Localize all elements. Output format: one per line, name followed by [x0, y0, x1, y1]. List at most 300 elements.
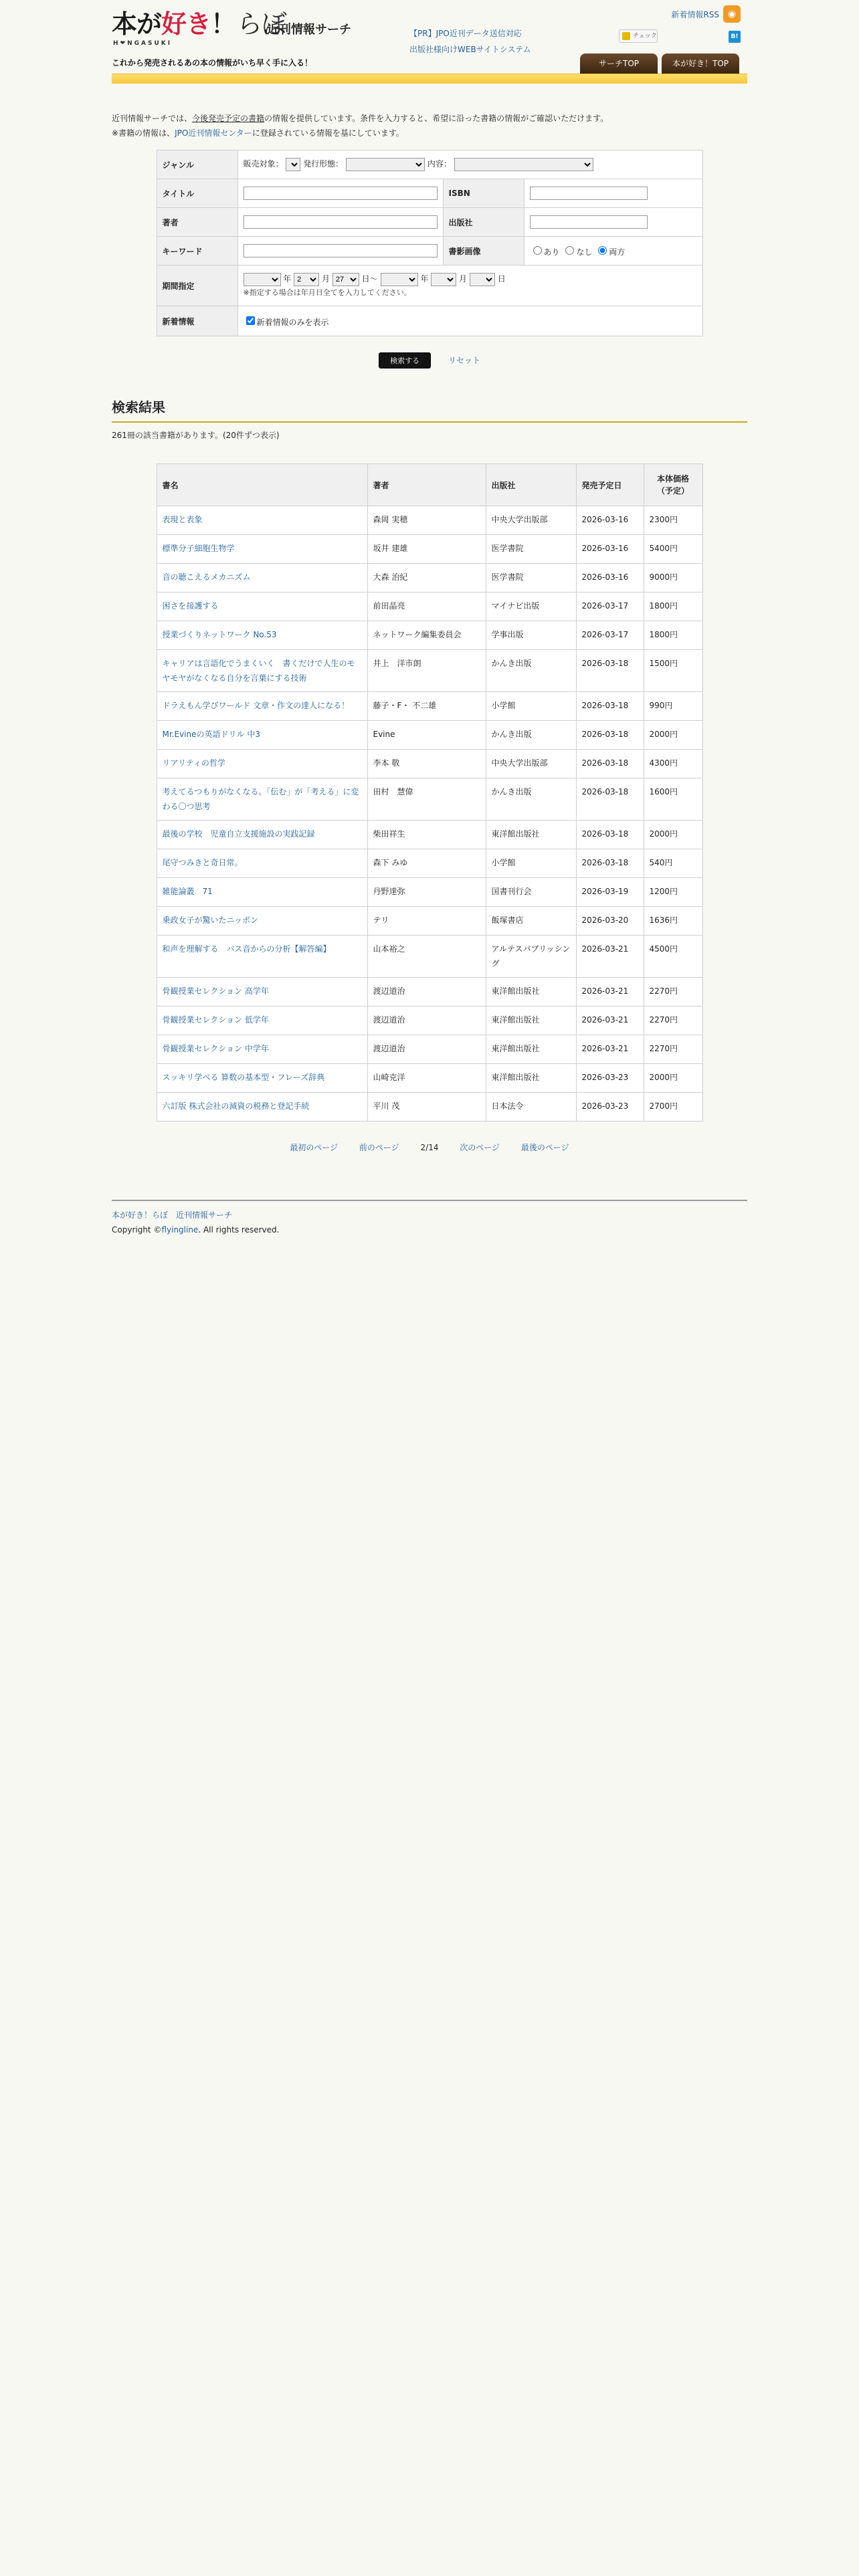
genre-cell [237, 150, 702, 179]
book-title-cell [157, 506, 367, 535]
publisher-label: 出版社 [443, 208, 524, 237]
book-publisher: 医学書院 [491, 572, 524, 582]
book-publisher: かんき出版 [491, 730, 532, 739]
book-author: 柴田祥生 [373, 829, 405, 839]
col-title: 書名 [157, 464, 367, 506]
book-title-cell [157, 535, 367, 564]
book-title-cell [157, 564, 367, 593]
book-price-cell [644, 535, 702, 564]
book-release-date-cell [576, 1064, 644, 1093]
book-publisher-cell [486, 621, 576, 650]
book-release-date-cell [576, 1006, 644, 1035]
book-publisher: 学事出版 [491, 630, 524, 639]
book-release-date-cell [576, 907, 644, 936]
book-title-cell [157, 593, 367, 621]
table-row [157, 593, 702, 621]
book-price-cell [644, 621, 702, 650]
hatebu-check-button[interactable] [619, 29, 658, 43]
table-row [157, 564, 702, 593]
book-author: 前田晶亮 [373, 601, 405, 611]
book-price: 4500円 [649, 944, 678, 954]
book-author-cell [367, 721, 486, 750]
image-radio-both[interactable] [598, 246, 607, 255]
hakko-label: 発行形態： [303, 159, 344, 169]
table-row [157, 978, 702, 1006]
book-release-date: 2026-03-21 [581, 1044, 629, 1053]
book-author-cell [367, 650, 486, 692]
genre-label: ジャンル [157, 150, 237, 179]
book-release-date: 2026-03-16 [581, 572, 629, 582]
book-price-cell [644, 1064, 702, 1093]
period-cell [237, 265, 702, 306]
book-release-date: 2026-03-21 [581, 1015, 629, 1025]
book-publisher: 日本法令 [491, 1101, 524, 1111]
book-author: 森下 みゆ [373, 858, 408, 867]
book-price: 2700円 [649, 1101, 678, 1111]
book-publisher: アルテスパブリッシング [491, 944, 571, 968]
pr-links [409, 25, 531, 58]
jpo-center-link[interactable]: JPO近刊情報センター [175, 128, 252, 138]
book-author: 藤子・F・ 不二雄 [373, 701, 437, 710]
from-year-unit: 年 [283, 274, 292, 284]
table-row [157, 907, 702, 936]
to-day-unit: 日 [497, 274, 506, 284]
book-title-link[interactable]: キャリアは言語化でうまくいく 書くだけで人生のモヤモヤがなくなる自分を言葉にする技術 [162, 659, 355, 683]
book-author: 山本裕之 [373, 944, 405, 954]
book-release-date: 2026-03-17 [581, 630, 629, 639]
book-author-cell [367, 593, 486, 621]
pr-link-jpo[interactable]: 【PR】JPO近刊データ送信対応 [409, 29, 522, 38]
book-release-date: 2026-03-18 [581, 758, 629, 768]
header-band [112, 74, 747, 84]
book-release-date-cell [576, 936, 644, 978]
col-price-line-2: （予定） [656, 486, 689, 496]
book-author-cell [367, 821, 486, 849]
intro-text [112, 111, 747, 140]
book-release-date: 2026-03-23 [581, 1073, 629, 1082]
book-price-cell [644, 564, 702, 593]
table-row [157, 849, 702, 878]
book-release-date-cell [576, 506, 644, 535]
bookmark-b-icon[interactable]: B! [729, 31, 741, 43]
col-date: 発売予定日 [576, 464, 644, 506]
book-price-cell [644, 721, 702, 750]
book-price: 4300円 [649, 758, 678, 768]
to-month-unit: 月 [459, 274, 468, 284]
table-row [157, 750, 702, 778]
col-publisher: 出版社 [486, 464, 576, 506]
isbn-label: ISBN [443, 179, 524, 208]
book-author: 渡辺道治 [373, 1015, 405, 1025]
book-price: 2270円 [649, 1015, 678, 1025]
book-price: 1800円 [649, 601, 678, 611]
book-title-link[interactable]: 骨観授業セレクション 低学年 [162, 1015, 269, 1025]
author-input[interactable] [244, 215, 438, 229]
site-header [112, 0, 747, 84]
to-year-select[interactable] [381, 273, 418, 286]
title-cell [237, 179, 443, 208]
book-release-date-cell [576, 621, 644, 650]
book-release-date-cell [576, 821, 644, 849]
book-release-date: 2026-03-18 [581, 829, 629, 839]
from-day-unit: 日～ [361, 274, 378, 284]
new-cell [237, 306, 702, 336]
rss-link[interactable]: 新着情報RSS [671, 9, 719, 19]
search-button[interactable]: 検索する [379, 352, 431, 368]
isbn-input[interactable] [530, 187, 648, 200]
book-release-date-cell [576, 849, 644, 878]
book-author-cell [367, 1035, 486, 1064]
book-title-cell [157, 849, 367, 878]
to-year-unit: 年 [420, 274, 429, 284]
reset-link[interactable]: リセット [448, 356, 480, 365]
period-label: 期間指定 [157, 265, 237, 306]
intro-line-2 [112, 126, 747, 140]
book-publisher: 小学館 [491, 858, 516, 867]
results-body [157, 506, 702, 1121]
naiyo-select[interactable] [454, 158, 593, 171]
title-label: タイトル [157, 179, 237, 208]
book-author-cell [367, 1093, 486, 1121]
book-release-date: 2026-03-18 [581, 730, 629, 739]
book-release-date-cell [576, 650, 644, 692]
book-publisher: 東洋館出版社 [491, 829, 540, 839]
book-publisher: 医学書院 [491, 544, 524, 553]
book-publisher: マイナビ出版 [491, 601, 540, 611]
book-release-date: 2026-03-18 [581, 858, 629, 867]
book-publisher-cell [486, 821, 576, 849]
book-author: 平川 茂 [373, 1101, 400, 1111]
book-title-cell [157, 621, 367, 650]
book-author-cell [367, 849, 486, 878]
book-title-cell [157, 778, 367, 821]
book-title-link[interactable]: 乗政女子が驚いたニッポン [162, 916, 259, 925]
book-author-cell [367, 1064, 486, 1093]
book-publisher-cell [486, 849, 576, 878]
results-heading: 検索結果 [112, 397, 747, 423]
copyright-prefix: Copyright © [112, 1225, 162, 1235]
book-title-link[interactable]: Mr.Evineの英語ドリル 中3 [162, 730, 260, 739]
table-row [157, 1006, 702, 1035]
book-title-cell [157, 878, 367, 907]
logo-text-red: 好き [161, 9, 211, 39]
book-release-date-cell [576, 878, 644, 907]
logo-main [112, 9, 286, 39]
book-publisher-cell [486, 650, 576, 692]
intro-line-1-b: の情報を提供しています。条件を入力すると、希望に沿った書籍の情報がご確認いただけます。 [264, 114, 609, 123]
book-author: 森岡 実穂 [373, 515, 408, 524]
col-price [644, 464, 702, 506]
book-price: 2000円 [649, 829, 678, 839]
book-price-cell [644, 1006, 702, 1035]
keyword-label: キーワード [157, 237, 237, 265]
table-row [157, 692, 702, 721]
book-title-link[interactable]: ドラえもん学びワールド 文章・作文の達人になる！ [162, 701, 350, 710]
book-release-date-cell [576, 778, 644, 821]
book-title-cell [157, 650, 367, 692]
logo-roman: H❤NGASUKI [113, 40, 173, 47]
rss-area [671, 5, 741, 23]
book-release-date-cell [576, 750, 644, 778]
book-title-link[interactable]: 尾守つみきと奇日常。 [162, 858, 243, 867]
image-opt-both-label: 両方 [609, 247, 626, 257]
book-author: テリ [373, 916, 389, 925]
table-row [157, 1093, 702, 1121]
book-price: 2270円 [649, 1044, 678, 1053]
naiyo-label: 内容： [427, 159, 452, 169]
pager-first[interactable]: 最初のページ [290, 1143, 339, 1152]
book-author: 田村 慧偉 [373, 787, 413, 796]
tab-search-top[interactable]: サーチTOP [580, 53, 658, 74]
from-month-select[interactable] [294, 273, 319, 286]
book-price: 9000円 [649, 572, 678, 582]
image-radio-no[interactable] [565, 246, 574, 255]
title-input[interactable] [244, 187, 438, 200]
book-price: 2300円 [649, 515, 678, 524]
image-radio-yes[interactable] [533, 246, 542, 255]
tab-honga-suki-top[interactable]: 本が好き！TOP [662, 53, 739, 74]
book-price-cell [644, 849, 702, 878]
book-publisher-cell [486, 778, 576, 821]
table-row [157, 778, 702, 821]
book-publisher: かんき出版 [491, 787, 532, 796]
rss-icon[interactable]: ◉ [723, 5, 741, 23]
book-price-cell [644, 650, 702, 692]
book-publisher-cell [486, 978, 576, 1006]
book-price-cell [644, 978, 702, 1006]
book-publisher-cell [486, 1093, 576, 1121]
footer-site-link[interactable]: 本が好き！らぼ 近刊情報サーチ [112, 1210, 233, 1220]
book-release-date-cell [576, 1093, 644, 1121]
from-month-unit: 月 [322, 274, 330, 284]
book-title-link[interactable]: 和声を理解する バス音からの分析【解答編】 [162, 944, 331, 954]
book-author-cell [367, 907, 486, 936]
book-release-date: 2026-03-23 [581, 1101, 629, 1111]
book-price: 990円 [649, 701, 673, 710]
period-hint: ※指定する場合は年月日全てを入力してください。 [243, 288, 411, 297]
book-release-date: 2026-03-17 [581, 601, 629, 611]
book-author: 渡辺道治 [373, 1044, 405, 1053]
book-author: Evine [373, 730, 395, 739]
nav-tabs [576, 53, 739, 74]
book-title-link[interactable]: 表現と表象 [162, 515, 203, 524]
book-author-cell [367, 978, 486, 1006]
flyingline-link[interactable]: flyingline [161, 1225, 199, 1235]
book-title-link[interactable]: 六訂版 株式会社の減資の税務と登記手続 [162, 1101, 310, 1111]
author-label: 著者 [157, 208, 237, 237]
site-logo[interactable] [112, 9, 351, 49]
search-form [157, 150, 703, 336]
logo-text-prefix: 本が [112, 9, 162, 39]
book-release-date: 2026-03-16 [581, 515, 629, 524]
book-price-cell [644, 936, 702, 978]
book-price-cell [644, 907, 702, 936]
from-day-select[interactable] [332, 273, 359, 286]
book-release-date-cell [576, 692, 644, 721]
intro-line-2-b: に登録されている情報を基にしています。 [252, 128, 404, 138]
book-publisher: 中央大学出版部 [491, 758, 548, 768]
pager-prev[interactable]: 前のページ [359, 1143, 399, 1152]
book-author: 丹野達弥 [373, 887, 405, 896]
book-publisher-cell [486, 750, 576, 778]
book-title-cell [157, 821, 367, 849]
book-author-cell [367, 936, 486, 978]
book-release-date: 2026-03-18 [581, 701, 629, 710]
pager [112, 1142, 747, 1153]
book-author: 大森 治紀 [373, 572, 408, 582]
book-title-link[interactable]: 困さを接護する [162, 601, 219, 611]
book-title-cell [157, 721, 367, 750]
pager-last[interactable]: 最後のページ [520, 1143, 569, 1152]
book-release-date-cell [576, 721, 644, 750]
book-publisher: かんき出版 [491, 659, 532, 668]
form-buttons [112, 352, 747, 368]
book-author: 井上 洋市朗 [373, 659, 421, 668]
book-title-link[interactable]: スッキリ学べる 算数の基本型・フレーズ辞典 [162, 1073, 325, 1082]
col-price-line-1: 本体価格 [656, 474, 689, 484]
book-price-cell [644, 878, 702, 907]
hakko-select[interactable] [346, 158, 425, 171]
book-publisher: 東洋館出版社 [491, 1044, 540, 1053]
hanbai-select[interactable] [286, 158, 300, 171]
logo-text-suffix: ！ [211, 9, 236, 39]
book-release-date: 2026-03-18 [581, 659, 629, 668]
isbn-cell [524, 179, 702, 208]
book-title-link[interactable]: 骨観授業セレクション 中学年 [162, 1044, 269, 1053]
book-price-cell [644, 1035, 702, 1064]
book-author: 李本 敬 [373, 758, 400, 768]
new-label: 新着情報 [157, 306, 237, 336]
table-row [157, 621, 702, 650]
image-opt-no-label: なし [576, 247, 593, 257]
book-title-cell [157, 936, 367, 978]
image-label: 書影画像 [443, 237, 524, 265]
book-author-cell [367, 692, 486, 721]
book-title-link[interactable]: 雑能論叢 71 [162, 887, 213, 896]
to-day-select[interactable] [470, 273, 495, 286]
book-release-date: 2026-03-19 [581, 887, 629, 896]
pager-current: 2/14 [420, 1143, 439, 1152]
book-title-link[interactable]: 骨観授業セレクション 高学年 [162, 986, 269, 996]
publisher-input[interactable] [530, 215, 648, 229]
book-title-link[interactable]: 最後の学校 児童自立支援施設の実践記録 [162, 829, 315, 839]
book-author-cell [367, 750, 486, 778]
keyword-cell [237, 237, 443, 265]
book-price: 1800円 [649, 630, 678, 639]
book-release-date-cell [576, 978, 644, 1006]
book-price-cell [644, 593, 702, 621]
book-title-link[interactable]: 授業づくりネットワーク No.53 [162, 630, 277, 639]
book-author-cell [367, 878, 486, 907]
results-header-row [157, 464, 702, 506]
results-count: 261冊の該当書籍があります。(20件ずつ表示) [112, 431, 280, 440]
book-title-link[interactable]: 考えてるつもりがなくなる。「伝む」が「考える」に変わる〇つ思考 [162, 787, 359, 811]
book-author: ネットワーク編集委員会 [373, 630, 462, 639]
book-price: 1500円 [649, 659, 678, 668]
book-price: 2000円 [649, 730, 678, 739]
book-price-cell [644, 506, 702, 535]
logo-text-rabo: らぼ [237, 9, 287, 39]
book-title-cell [157, 907, 367, 936]
book-release-date: 2026-03-16 [581, 544, 629, 553]
book-title-link[interactable]: リアリティの哲学 [162, 758, 225, 768]
book-publisher: 東洋館出版社 [491, 1015, 540, 1025]
from-year-select[interactable] [244, 273, 281, 286]
book-publisher-cell [486, 535, 576, 564]
book-title-cell [157, 750, 367, 778]
page-wrapper [112, 0, 747, 1237]
book-price-cell [644, 778, 702, 821]
tagline: これから発売されるあの本の情報がいち早く手に入る！ [112, 58, 313, 68]
book-price: 1636円 [649, 916, 678, 925]
book-author: 山崎克洋 [373, 1073, 405, 1082]
table-row [157, 821, 702, 849]
book-publisher-cell [486, 1064, 576, 1093]
intro-line-1-a: 近刊情報サーチでは、 [112, 114, 193, 123]
book-title-cell [157, 1035, 367, 1064]
hanbai-label: 販売対象： [243, 159, 284, 169]
table-row [157, 878, 702, 907]
book-price-cell [644, 692, 702, 721]
pager-next[interactable]: 次のページ [460, 1143, 500, 1152]
new-only-label: 新着情報のみを表示 [256, 318, 329, 327]
book-title-cell [157, 1006, 367, 1035]
image-cell [524, 237, 702, 265]
book-title-link[interactable]: 標準分子細胞生物学 [162, 544, 235, 553]
book-price: 2270円 [649, 986, 678, 996]
book-price: 1600円 [649, 787, 678, 796]
intro-underlined: 今後発売予定の書籍 [192, 114, 265, 123]
book-title-cell [157, 978, 367, 1006]
book-title-link[interactable]: 音の聴こえるメカニズム [162, 572, 251, 582]
results-table [157, 463, 703, 1121]
book-price: 1200円 [649, 887, 678, 896]
table-row [157, 506, 702, 535]
site-footer [112, 1200, 747, 1237]
intro-line-2-a: ※書籍の情報は、 [112, 128, 175, 138]
book-publisher-cell [486, 506, 576, 535]
to-month-select[interactable] [431, 273, 456, 286]
book-publisher: 国書刊行会 [491, 887, 532, 896]
book-price: 2000円 [649, 1073, 678, 1082]
table-row [157, 535, 702, 564]
book-publisher: 東洋館出版社 [491, 1073, 540, 1082]
book-title-cell [157, 1064, 367, 1093]
publisher-cell [524, 208, 702, 237]
book-publisher-cell [486, 1006, 576, 1035]
book-publisher-cell [486, 564, 576, 593]
pr-link-website-system[interactable]: 出版社様向けWEBサイトシステム [409, 45, 531, 54]
table-row [157, 1064, 702, 1093]
keyword-input[interactable] [244, 244, 438, 257]
book-author-cell [367, 778, 486, 821]
book-author: 渡辺道治 [373, 986, 405, 996]
table-row [157, 936, 702, 978]
table-row [157, 1035, 702, 1064]
book-release-date-cell [576, 1035, 644, 1064]
book-publisher: 小学館 [491, 701, 516, 710]
table-row [157, 721, 702, 750]
copyright [112, 1222, 747, 1237]
book-price-cell [644, 1093, 702, 1121]
book-price: 5400円 [649, 544, 678, 553]
author-cell [237, 208, 443, 237]
book-publisher-cell [486, 593, 576, 621]
book-release-date-cell [576, 564, 644, 593]
book-release-date-cell [576, 593, 644, 621]
book-publisher-cell [486, 692, 576, 721]
new-only-checkbox[interactable] [246, 316, 255, 325]
